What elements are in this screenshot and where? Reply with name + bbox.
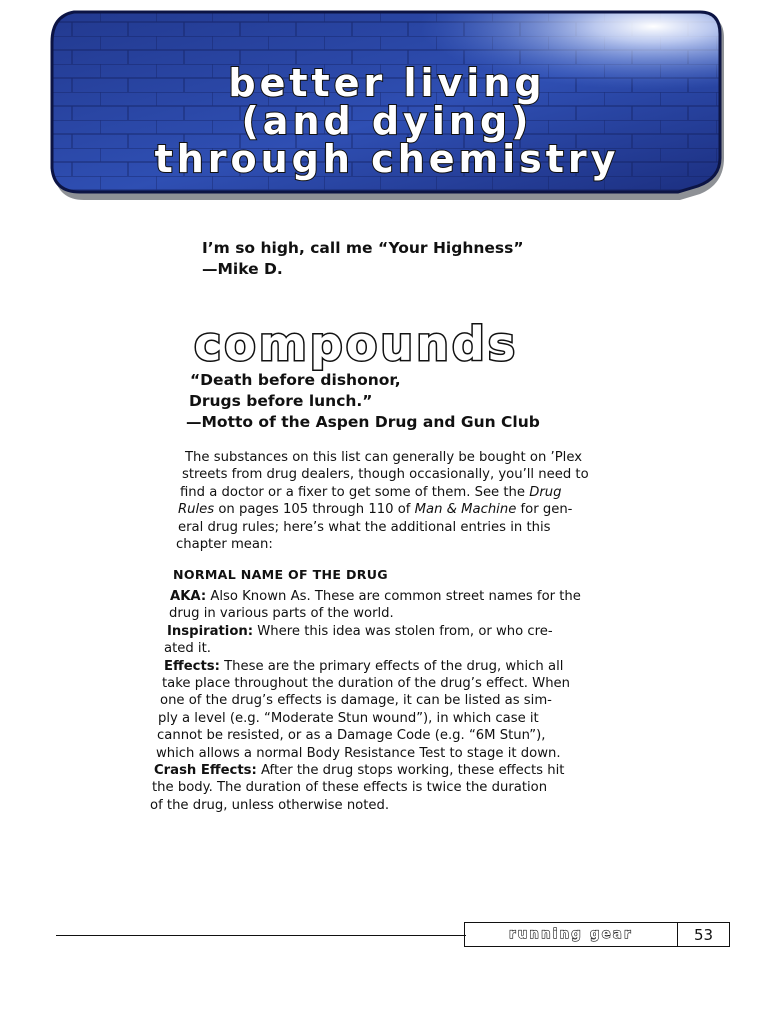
motto-attribution: —Motto of the Aspen Drug and Gun Club xyxy=(186,413,540,431)
definition-line: ply a level (e.g. “Moderate Stun wound”), in which case it xyxy=(158,710,539,726)
definition-line xyxy=(150,762,610,779)
section-title: compounds xyxy=(194,317,519,371)
definition-line: of the drug, unless otherwise noted. xyxy=(150,797,390,813)
definition-line xyxy=(150,658,610,675)
definition-line: the body. The duration of these effects is twice the duration xyxy=(152,780,548,796)
text-run: find a doctor or a fixer to get some of them. See the xyxy=(180,484,530,500)
definition-label: Inspiration: xyxy=(167,623,254,639)
definition-text: Also Known As. These are common street names for the xyxy=(206,589,581,604)
epigraph-quote: I’m so high, call me “Your Highness” xyxy=(202,239,524,257)
motto-quote xyxy=(186,370,540,433)
paragraph-line: streets from drug dealers, though occasionally, you’ll need to xyxy=(182,467,589,483)
definition-line: one of the drug’s effects is damage, it can be listed as sim- xyxy=(160,693,552,709)
chapter-title-line: through chemistry xyxy=(154,137,620,181)
chapter-banner xyxy=(44,8,730,204)
paragraph-line: The substances on this list can generally be bought on ’Plex xyxy=(185,450,583,465)
definition-label: AKA: xyxy=(170,589,207,604)
text-run: Man & Machine xyxy=(414,502,517,518)
motto-line: “Death before dishonor, xyxy=(190,371,401,389)
text-run: for gen- xyxy=(516,502,573,518)
paragraph-line xyxy=(176,501,618,518)
page-footer xyxy=(464,922,730,947)
chapter-title-line: better living xyxy=(228,61,546,105)
definition-line: cannot be resisted, or as a Damage Code (e.g. “6M Stun”), xyxy=(157,728,546,744)
definition-line xyxy=(150,588,610,605)
page-number: 53 xyxy=(693,925,714,944)
footer-rule xyxy=(56,935,466,936)
chapter-title-line: (and dying) xyxy=(241,99,533,143)
definition-text: After the drug stops working, these effects hit xyxy=(256,763,565,779)
entry-heading: NORMAL NAME OF THE DRUG xyxy=(173,567,388,582)
text-run: on pages 105 through 110 of xyxy=(214,502,415,518)
chapter-title xyxy=(44,61,730,181)
motto-line: Drugs before lunch.” xyxy=(189,392,373,410)
definition-text: Where this idea was stolen from, or who cre- xyxy=(253,623,553,639)
footer-section-box xyxy=(465,923,678,946)
epigraph xyxy=(202,238,524,280)
definition-line: drug in various parts of the world. xyxy=(169,606,394,622)
text-run: Drug xyxy=(529,484,562,500)
paragraph-line xyxy=(176,484,618,501)
definition-line: which allows a normal Body Resistance Test to stage it down. xyxy=(156,745,561,761)
paragraph-line: eral drug rules; here’s what the additional entries in this xyxy=(178,519,551,535)
definition-line xyxy=(150,623,610,640)
definition-label: Effects: xyxy=(164,658,220,674)
paragraph-line: chapter mean: xyxy=(176,537,273,553)
definition-label: Crash Effects: xyxy=(154,763,257,779)
epigraph-attribution: —Mike D. xyxy=(202,260,283,278)
entry-definitions xyxy=(150,588,610,814)
text-run: Rules xyxy=(178,502,215,518)
definition-line: ated it. xyxy=(164,641,211,657)
definition-line: take place throughout the duration of the drug’s effect. When xyxy=(162,676,571,692)
footer-section-label: running gear xyxy=(509,927,633,942)
definition-text: These are the primary effects of the drug, which all xyxy=(219,658,564,674)
intro-paragraph xyxy=(176,449,618,553)
